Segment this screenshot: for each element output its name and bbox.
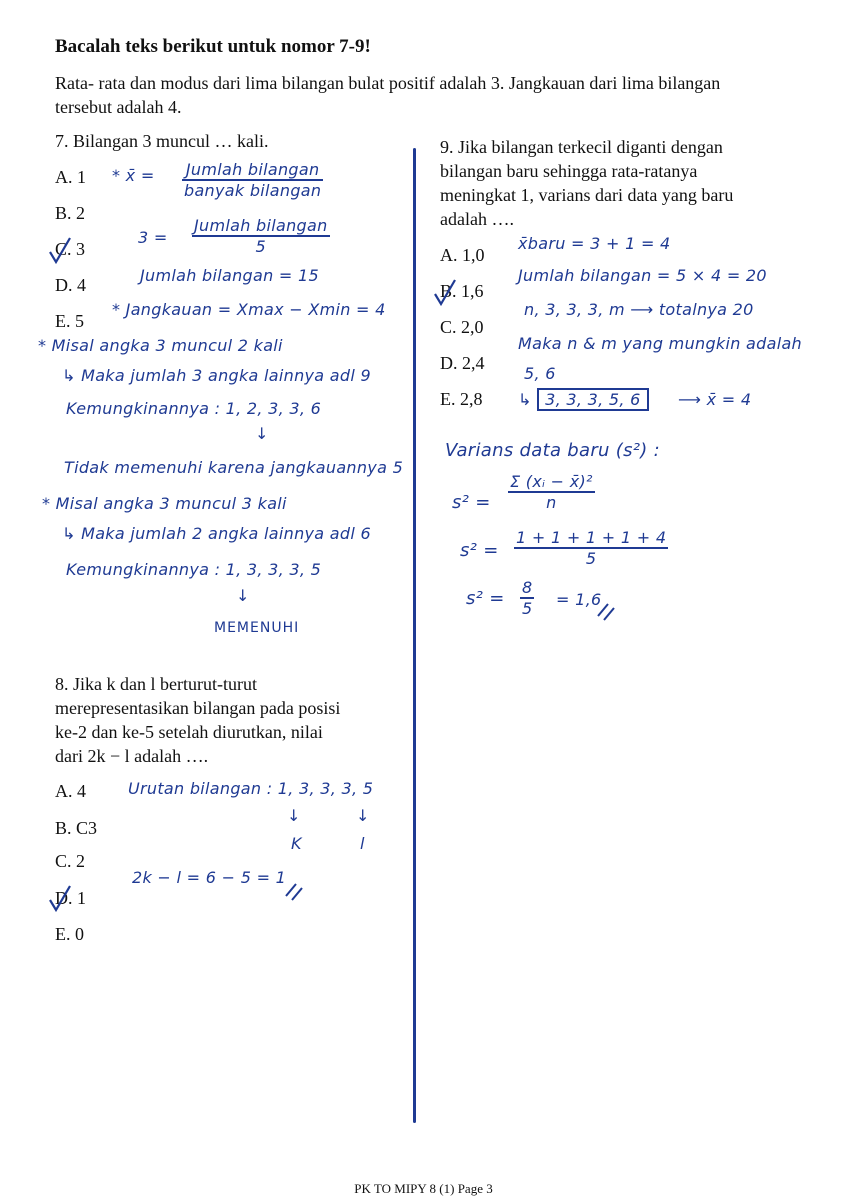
q7-mean-numerator: Jumlah bilangan: [182, 160, 323, 181]
q9-formula: [508, 472, 595, 512]
q8-calc: 2k − l = 6 − 5 = 1: [132, 868, 287, 887]
q8-k-label: K: [291, 834, 302, 853]
q9-result: = 1,6: [556, 590, 602, 609]
q9-formula-denominator: n: [546, 493, 557, 512]
q8-l-label: l: [360, 834, 365, 853]
q7-case2-b: Kemungkinannya : 1, 3, 3, 3, 5: [66, 560, 322, 579]
q7-case2: * Misal angka 3 muncul 3 kali: [42, 494, 287, 513]
q8-question-line-3: ke-2 dan ke-5 setelah diurutkan, nilai: [55, 722, 323, 742]
q7-case1: * Misal angka 3 muncul 2 kali: [38, 336, 283, 355]
q9-result-fraction: [520, 578, 534, 618]
q9-variance-title: Varians data baru (s²) :: [445, 440, 661, 461]
q9-substitution-numerator: 1 + 1 + 1 + 1 + 4: [516, 528, 667, 547]
section-title: Bacalah teks berikut untuk nomor 7-9!: [55, 36, 371, 57]
q7-option-a: A. 1: [55, 167, 86, 187]
page-footer: PK TO MIPY 8 (1) Page 3: [354, 1181, 493, 1196]
q7-three-denominator: 5: [255, 237, 266, 256]
q8-answer-mark: [282, 880, 304, 902]
q7-mean-label: * x̄ =: [112, 166, 155, 185]
q9-option-e: E. 2,8: [440, 389, 483, 409]
q7-case1-c: Tidak memenuhi karena jangkauannya 5: [64, 458, 404, 477]
q7-option-c: C. 3: [55, 239, 86, 259]
q9-result-numerator: 8: [522, 578, 533, 597]
q9-set: n, 3, 3, 3, m ⟶ totalnya 20: [524, 300, 754, 319]
q7-mean-denominator: banyak bilangan: [184, 181, 322, 200]
q9-nm: Maka n & m yang mungkin adalah: [518, 334, 802, 353]
q9-mean-new: x̄baru = 3 + 1 = 4: [518, 234, 671, 253]
q7-question: 7. Bilangan 3 muncul … kali.: [55, 131, 269, 151]
q9-question-line-3: meningkat 1, varians dari data yang baru: [440, 185, 734, 205]
q7-case1-a: ↳ Maka jumlah 3 angka lainnya adl 9: [62, 366, 371, 385]
q9-mean-result: ⟶ x̄ = 4: [678, 390, 752, 409]
q7-three-fraction: [192, 216, 330, 256]
q9-nm-values: 5, 6: [524, 364, 556, 383]
q9-s2-label-2: s² =: [460, 540, 499, 561]
q7-three-eq: 3 =: [138, 228, 168, 247]
q8-arrow-k: ↓: [287, 806, 301, 825]
q7-arrow-2: ↓: [236, 586, 250, 605]
q8-option-c: C. 2: [55, 851, 86, 871]
q8-question-line-1: 8. Jika k dan l berturut-turut: [55, 674, 257, 694]
q7-three-numerator: Jumlah bilangan: [194, 216, 328, 235]
q8-option-e: E. 0: [55, 924, 84, 944]
q7-sum: Jumlah bilangan = 15: [140, 266, 319, 285]
q7-option-d: D. 4: [55, 275, 86, 295]
q7-mean-fraction: [182, 160, 323, 200]
q9-question-line-4: adalah ….: [440, 209, 514, 229]
column-divider: [413, 148, 416, 1123]
q7-option-b: B. 2: [55, 203, 86, 223]
intro-line-2: tersebut adalah 4.: [55, 97, 182, 117]
q9-option-b: B. 1,6: [440, 281, 484, 301]
q8-order: Urutan bilangan : 1, 3, 3, 3, 5: [128, 779, 374, 798]
q9-substitution-denominator: 5: [585, 549, 597, 568]
q8-option-a: A. 4: [55, 781, 86, 801]
q9-question-line-2: bilangan baru sehingga rata-ratanya: [440, 161, 698, 181]
q7-case2-a: ↳ Maka jumlah 2 angka lainnya adl 6: [62, 524, 371, 543]
q9-check-mark: [433, 278, 457, 308]
q9-formula-numerator: Σ (xᵢ − x̄)²: [510, 472, 593, 491]
q9-sum-new: Jumlah bilangan = 5 × 4 = 20: [518, 266, 767, 285]
q9-s2-label-3: s² =: [466, 588, 505, 609]
q9-result-denominator: 5: [522, 599, 533, 618]
q8-option-d: D. 1: [55, 888, 86, 908]
q9-option-c: C. 2,0: [440, 317, 484, 337]
q8-arrow-l: ↓: [356, 806, 370, 825]
q8-check-mark: [48, 884, 72, 914]
q8-question-line-2: merepresentasikan bilangan pada posisi: [55, 698, 341, 718]
q9-boxed-values: 3, 3, 3, 5, 6: [537, 388, 649, 411]
q7-case2-c: MEMENUHI: [214, 620, 300, 636]
q9-option-a: A. 1,0: [440, 245, 485, 265]
q7-case1-b: Kemungkinannya : 1, 2, 3, 3, 6: [66, 399, 322, 418]
q9-boxed-set: ↳ 3, 3, 3, 5, 6: [518, 390, 649, 409]
q7-option-e: E. 5: [55, 311, 84, 331]
q7-arrow-1: ↓: [255, 424, 269, 443]
q8-option-b: B. C3: [55, 818, 98, 838]
q7-check-mark: [48, 236, 72, 266]
q9-option-d: D. 2,4: [440, 353, 485, 373]
q8-question-line-4: dari 2k − l adalah ….: [55, 746, 209, 766]
intro-line-1: Rata- rata dan modus dari lima bilangan bulat positif adalah 3. Jangkauan dari lima bilangan: [55, 73, 721, 93]
q9-substitution: [514, 528, 668, 568]
q7-range: * Jangkauan = Xmax − Xmin = 4: [112, 300, 386, 319]
q9-question-line-1: 9. Jika bilangan terkecil diganti dengan: [440, 137, 723, 157]
q9-answer-mark: [594, 600, 616, 622]
q9-s2-label-1: s² =: [452, 492, 491, 513]
